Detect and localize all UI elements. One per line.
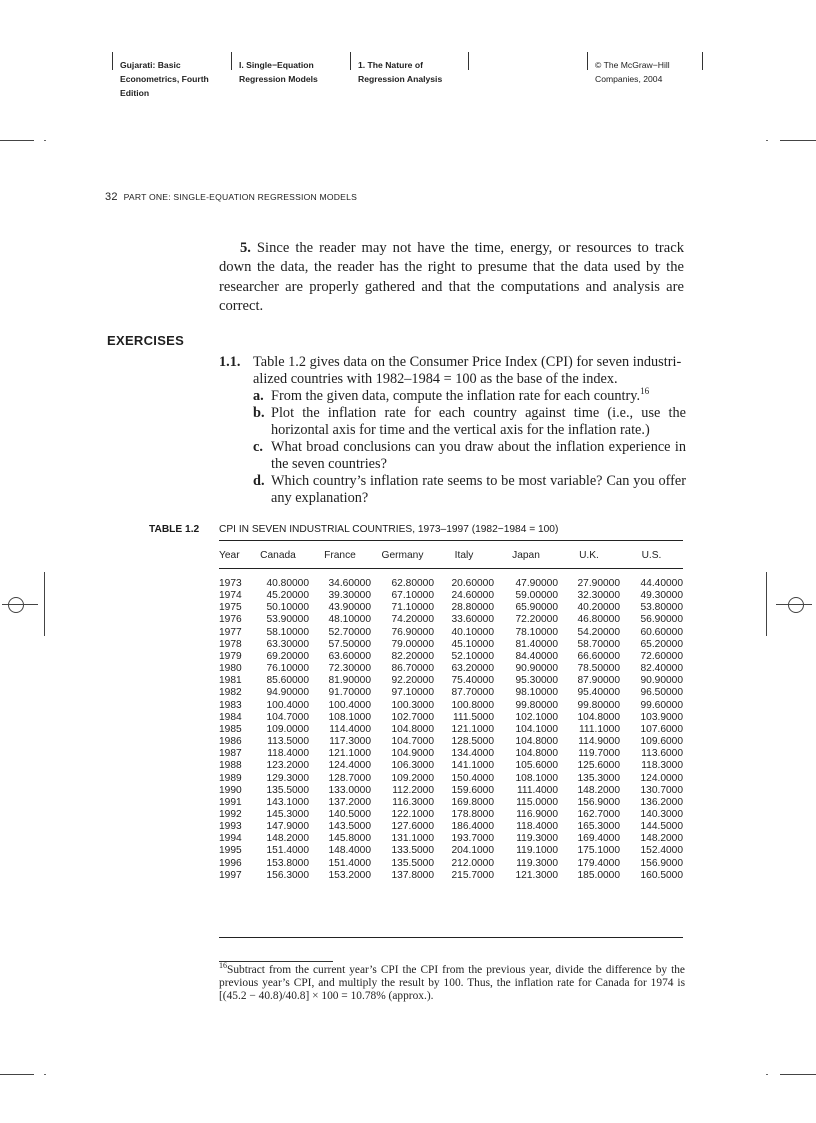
part-label: d.	[253, 473, 265, 489]
page-number: 32	[105, 191, 118, 203]
cpi-cell: 124.4000	[328, 760, 371, 772]
exercise-number: 1.1.	[219, 354, 241, 370]
item-number: 5.	[240, 240, 251, 256]
cpi-cell: 106.3000	[391, 760, 434, 772]
footnote-text: Subtract from the current year’s CPI the CPI from the previous year, divide the difference by the previous year’s CPI, and multiply the result by 100. Thus, the inflation rate for Canada for 1974 is [(45.2 − 40.8)/40.8] × 100 = 10.78% (approx.).	[219, 964, 685, 1002]
header-text: Gujarati: Basic	[120, 60, 181, 70]
header-part-title	[239, 58, 318, 86]
exercise-intro	[219, 354, 686, 371]
cpi-cell: 72.20000	[515, 614, 558, 626]
cpi-cell: 141.1000	[451, 760, 494, 772]
cpi-cell: 143.5000	[328, 821, 371, 833]
year-cell: 1985	[219, 723, 242, 735]
table-spacer	[219, 568, 683, 578]
exercise-text: alized countries with 1982–1984 = 100 as the base of the index.	[253, 371, 618, 387]
cpi-cell: 148.2000	[577, 784, 620, 796]
table-row	[219, 845, 683, 857]
cpi-cell: 114.9000	[578, 736, 620, 748]
table-row	[219, 578, 683, 590]
cpi-cell: 96.50000	[640, 687, 683, 699]
cpi-cell: 121.1000	[451, 723, 494, 735]
year-cell: 1978	[219, 638, 242, 650]
cpi-cell: 69.20000	[266, 650, 309, 662]
cpi-cell: 67.10000	[391, 590, 434, 602]
cpi-cell: 24.60000	[451, 590, 494, 602]
footnote	[219, 961, 685, 1003]
cpi-cell: 58.70000	[577, 638, 620, 650]
cpi-cell: 117.3000	[329, 736, 371, 748]
footnote-number: 16	[219, 961, 227, 971]
cpi-cell: 131.1000	[391, 833, 434, 845]
part-text: What broad conclusions can you draw about the inflation experience in the seven countries?	[271, 439, 686, 472]
cpi-cell: 27.90000	[577, 578, 620, 589]
year-cell: 1976	[219, 614, 242, 626]
cpi-cell: 81.90000	[328, 675, 371, 687]
cpi-cell: 99.60000	[640, 699, 683, 711]
cpi-cell: 75.40000	[451, 675, 494, 687]
cpi-cell: 123.2000	[266, 760, 309, 772]
table-row	[219, 712, 683, 724]
year-cell: 1986	[219, 736, 242, 748]
cpi-cell: 162.7000	[577, 808, 620, 820]
cpi-cell: 109.0000	[266, 723, 309, 735]
header-text: Regression Models	[239, 74, 318, 84]
cpi-cell: 129.3000	[266, 772, 309, 784]
cpi-cell: 58.10000	[266, 626, 309, 638]
cpi-cell: 65.90000	[515, 602, 558, 614]
cpi-cell: 74.20000	[391, 614, 434, 626]
exercise-part	[219, 388, 686, 405]
header-chapter-title	[358, 58, 442, 86]
year-cell: 1983	[219, 699, 242, 711]
crop-mark	[0, 1074, 34, 1075]
cpi-cell: 45.20000	[266, 590, 309, 602]
footnote-ref: 16	[640, 386, 650, 397]
cpi-cell: 122.1000	[391, 808, 434, 820]
cpi-cell: 212.0000	[451, 857, 494, 869]
cpi-cell: 20.60000	[451, 578, 494, 589]
cpi-cell: 143.1000	[266, 796, 309, 808]
cpi-cell: 92.20000	[391, 675, 434, 687]
crop-mark	[766, 140, 768, 141]
cpi-cell: 186.4000	[451, 821, 494, 833]
cpi-cell: 99.80000	[515, 699, 558, 711]
cpi-cell: 150.4000	[451, 772, 494, 784]
year-cell: 1989	[219, 772, 242, 784]
year-cell: 1991	[219, 796, 242, 808]
cpi-cell: 87.90000	[577, 675, 620, 687]
cpi-cell: 40.10000	[451, 626, 494, 638]
cpi-cell: 54.20000	[577, 626, 620, 638]
cpi-cell: 128.7000	[328, 772, 371, 784]
cpi-cell: 105.6000	[515, 760, 558, 772]
exercise-block	[219, 354, 686, 507]
table-row	[219, 614, 683, 626]
cpi-cell: 79.00000	[391, 638, 434, 650]
cpi-cell: 65.20000	[640, 638, 683, 650]
header-text: 1. The Nature of	[358, 60, 423, 70]
table-row	[219, 809, 683, 821]
cpi-cell: 44.40000	[640, 578, 683, 589]
column-header: Italy	[454, 549, 474, 561]
year-cell: 1982	[219, 687, 242, 699]
table-row	[219, 663, 683, 675]
column-header: France	[324, 549, 356, 561]
part-label: c.	[253, 439, 263, 455]
part-text: Plot the inflation rate for each country against time (i.e., use the horizontal axis for time and the vertical axis for the inflation rate.)	[271, 405, 686, 438]
cpi-cell: 144.5000	[640, 821, 683, 833]
cpi-cell: 109.2000	[391, 772, 434, 784]
cpi-cell: 119.7000	[578, 748, 620, 760]
part-text: From the given data, compute the inflation rate for each country.	[271, 388, 641, 404]
cpi-cell: 118.4000	[267, 748, 309, 760]
registration-mark	[766, 572, 767, 636]
cpi-cell: 137.8000	[391, 869, 434, 881]
cpi-cell: 127.6000	[391, 821, 434, 833]
cpi-cell: 165.3000	[577, 821, 620, 833]
cpi-cell: 153.8000	[266, 857, 309, 869]
cpi-cell: 193.7000	[451, 833, 494, 845]
cpi-table	[219, 542, 683, 882]
header-text: Regression Analysis	[358, 74, 443, 84]
year-cell: 1979	[219, 650, 242, 662]
crop-mark	[766, 1074, 768, 1075]
cpi-cell: 97.10000	[391, 687, 434, 699]
cpi-cell: 133.5000	[391, 845, 434, 857]
cpi-cell: 113.5000	[267, 736, 309, 748]
exercise-part	[219, 405, 686, 439]
cpi-cell: 62.80000	[391, 578, 434, 589]
cpi-cell: 111.5000	[453, 711, 494, 723]
cpi-cell: 147.9000	[266, 821, 309, 833]
column-header: U.K.	[579, 549, 599, 561]
section-heading: EXERCISES	[107, 333, 185, 348]
cpi-cell: 104.8000	[515, 748, 558, 760]
table-row	[219, 858, 683, 870]
cpi-cell: 145.3000	[266, 808, 309, 820]
table-row	[219, 870, 683, 882]
cpi-cell: 100.4000	[266, 699, 309, 711]
cpi-cell: 82.20000	[391, 650, 434, 662]
part-text: Which country’s inflation rate seems to be most variable? Can you offer any explanation?	[271, 473, 686, 506]
cpi-cell: 128.5000	[451, 736, 494, 748]
cpi-cell: 119.3000	[516, 857, 558, 869]
cpi-cell: 78.50000	[577, 663, 620, 675]
cpi-cell: 175.1000	[577, 845, 620, 857]
cpi-cell: 81.40000	[515, 638, 558, 650]
cpi-cell: 153.2000	[328, 869, 371, 881]
cpi-cell: 104.7000	[391, 736, 434, 748]
cpi-cell: 169.4000	[577, 833, 620, 845]
column-header: Germany	[381, 549, 424, 561]
year-cell: 1996	[219, 857, 242, 869]
registration-mark	[8, 597, 24, 613]
part-title: PART ONE: SINGLE-EQUATION REGRESSION MODELS	[123, 192, 357, 202]
cpi-cell: 100.8000	[451, 699, 494, 711]
cpi-cell: 33.60000	[451, 614, 494, 626]
table-row	[219, 748, 683, 760]
header-text: Companies, 2004	[595, 74, 663, 84]
header-text: Econometrics, Fourth	[120, 74, 209, 84]
table-row	[219, 736, 683, 748]
cpi-cell: 40.80000	[266, 578, 309, 589]
cpi-cell: 57.50000	[328, 638, 371, 650]
cpi-cell: 90.90000	[515, 663, 558, 675]
cpi-cell: 148.2000	[640, 833, 683, 845]
cpi-cell: 134.4000	[451, 748, 494, 760]
paragraph-text: Since the reader may not have the time, energy, or resources to track down the data, the reader has the right to presume that the data used by the researcher are properly gathered and that the computations and analysis are correct.	[219, 240, 684, 314]
cpi-cell: 135.3000	[577, 772, 620, 784]
cpi-cell: 71.10000	[391, 602, 434, 614]
header-book-title	[120, 58, 209, 100]
year-cell: 1980	[219, 663, 242, 675]
cpi-cell: 112.2000	[392, 784, 434, 796]
cpi-cell: 104.8000	[515, 736, 558, 748]
footnote-rule	[219, 961, 333, 962]
cpi-cell: 114.4000	[329, 723, 371, 735]
registration-mark	[788, 597, 804, 613]
year-cell: 1994	[219, 833, 242, 845]
table-row	[219, 700, 683, 712]
table-row	[219, 639, 683, 651]
year-cell: 1987	[219, 748, 242, 760]
cpi-cell: 39.30000	[328, 590, 371, 602]
cpi-cell: 43.90000	[328, 602, 371, 614]
cpi-cell: 78.10000	[515, 626, 558, 638]
year-cell: 1973	[219, 578, 242, 589]
year-cell: 1981	[219, 675, 242, 687]
cpi-cell: 102.7000	[391, 711, 434, 723]
cpi-cell: 50.10000	[266, 602, 309, 614]
cpi-cell: 66.60000	[577, 650, 620, 662]
cpi-cell: 60.60000	[640, 626, 683, 638]
year-cell: 1997	[219, 869, 242, 881]
cpi-cell: 109.6000	[640, 736, 683, 748]
cpi-cell: 119.1000	[516, 845, 558, 857]
cpi-cell: 108.1000	[328, 711, 371, 723]
cpi-cell: 76.90000	[391, 626, 434, 638]
table-caption: CPI IN SEVEN INDUSTRIAL COUNTRIES, 1973–1997 (1982−1984 = 100)	[219, 524, 559, 535]
cpi-cell: 28.80000	[451, 602, 494, 614]
crop-mark	[44, 1074, 46, 1075]
table-row	[219, 797, 683, 809]
crop-mark	[780, 140, 816, 141]
cpi-cell: 100.3000	[391, 699, 434, 711]
cpi-cell: 156.3000	[266, 869, 309, 881]
table-rule-bottom	[219, 937, 683, 938]
cpi-cell: 130.7000	[640, 784, 683, 796]
cpi-cell: 179.4000	[577, 857, 620, 869]
exercise-part	[219, 473, 686, 507]
cpi-cell: 59.00000	[515, 590, 558, 602]
table-row	[219, 785, 683, 797]
cpi-cell: 124.0000	[640, 772, 683, 784]
cpi-cell: 53.90000	[266, 614, 309, 626]
cpi-cell: 82.40000	[640, 663, 683, 675]
cpi-cell: 133.0000	[328, 784, 371, 796]
column-header: Year	[219, 549, 240, 561]
table-row	[219, 821, 683, 833]
cpi-cell: 118.3000	[641, 760, 683, 772]
year-cell: 1975	[219, 602, 242, 614]
cpi-cell: 108.1000	[515, 772, 558, 784]
cpi-cell: 136.2000	[640, 796, 683, 808]
cpi-cell: 90.90000	[640, 675, 683, 687]
cpi-cell: 160.5000	[640, 869, 683, 881]
column-header: Japan	[512, 549, 540, 561]
cpi-cell: 121.3000	[515, 869, 558, 881]
cpi-cell: 104.1000	[515, 723, 558, 735]
cpi-cell: 107.6000	[640, 723, 683, 735]
cpi-cell: 102.1000	[515, 711, 558, 723]
cpi-cell: 104.7000	[266, 711, 309, 723]
registration-mark	[44, 572, 45, 636]
exercise-intro	[219, 371, 686, 388]
cpi-cell: 63.60000	[328, 650, 371, 662]
header-text: © The McGraw−Hill	[595, 60, 670, 70]
cpi-cell: 118.4000	[516, 821, 558, 833]
cpi-cell: 156.9000	[577, 796, 620, 808]
cpi-cell: 95.30000	[515, 675, 558, 687]
cpi-cell: 103.9000	[640, 711, 683, 723]
cpi-cell: 152.4000	[640, 845, 683, 857]
header-text: Edition	[120, 88, 150, 98]
cpi-cell: 178.8000	[451, 808, 494, 820]
cpi-cell: 84.40000	[515, 650, 558, 662]
cpi-cell: 113.6000	[641, 748, 683, 760]
year-cell: 1974	[219, 590, 242, 602]
cpi-cell: 169.8000	[451, 796, 494, 808]
cpi-cell: 137.2000	[328, 796, 371, 808]
cpi-cell: 46.80000	[577, 614, 620, 626]
cpi-cell: 215.7000	[451, 869, 494, 881]
cpi-cell: 49.30000	[640, 590, 683, 602]
cpi-cell: 100.4000	[328, 699, 371, 711]
table-row	[219, 651, 683, 663]
cpi-cell: 135.5000	[266, 784, 309, 796]
cpi-cell: 116.9000	[516, 808, 558, 820]
cpi-cell: 72.60000	[640, 650, 683, 662]
cpi-cell: 32.30000	[577, 590, 620, 602]
column-header: U.S.	[641, 549, 662, 561]
table-header-row	[219, 542, 683, 568]
cpi-cell: 87.70000	[451, 687, 494, 699]
table-row	[219, 590, 683, 602]
cpi-cell: 111.4000	[517, 784, 558, 796]
table-row	[219, 675, 683, 687]
cpi-cell: 63.30000	[266, 638, 309, 650]
year-cell: 1993	[219, 821, 242, 833]
cpi-cell: 156.9000	[640, 857, 683, 869]
cpi-cell: 104.8000	[391, 723, 434, 735]
cpi-cell: 151.4000	[328, 857, 371, 869]
year-cell: 1977	[219, 626, 242, 638]
cpi-cell: 140.5000	[328, 808, 371, 820]
crop-mark	[780, 1074, 816, 1075]
cpi-cell: 94.90000	[266, 687, 309, 699]
year-cell: 1992	[219, 808, 242, 820]
cpi-cell: 98.10000	[515, 687, 558, 699]
table-label: TABLE 1.2	[149, 524, 200, 535]
table-row	[219, 627, 683, 639]
cpi-cell: 72.30000	[328, 663, 371, 675]
table-body	[219, 568, 683, 882]
table-rule-top	[219, 540, 683, 541]
cpi-cell: 135.5000	[391, 857, 434, 869]
year-cell: 1990	[219, 784, 242, 796]
cpi-cell: 125.6000	[577, 760, 620, 772]
cpi-cell: 85.60000	[266, 675, 309, 687]
crop-mark	[0, 140, 34, 141]
part-label: b.	[253, 405, 265, 421]
year-cell: 1995	[219, 845, 242, 857]
table-row	[219, 773, 683, 785]
cpi-cell: 204.1000	[451, 845, 494, 857]
cpi-cell: 148.4000	[328, 845, 371, 857]
cpi-cell: 34.60000	[328, 578, 371, 589]
cpi-cell: 104.9000	[391, 748, 434, 760]
table-row	[219, 602, 683, 614]
cpi-cell: 111.1000	[579, 723, 620, 735]
cpi-cell: 45.10000	[451, 638, 494, 650]
cpi-cell: 99.80000	[577, 699, 620, 711]
table-row	[219, 833, 683, 845]
cpi-cell: 116.3000	[392, 796, 434, 808]
cpi-cell: 76.10000	[266, 663, 309, 675]
part-label: a.	[253, 388, 264, 404]
exercise-part	[219, 439, 686, 473]
column-header: Canada	[260, 549, 296, 561]
cpi-cell: 145.8000	[328, 833, 371, 845]
cpi-cell: 48.10000	[328, 614, 371, 626]
cpi-cell: 52.10000	[451, 650, 494, 662]
cpi-cell: 56.90000	[640, 614, 683, 626]
year-cell: 1984	[219, 711, 242, 723]
table-row	[219, 724, 683, 736]
table-row	[219, 760, 683, 772]
cpi-cell: 86.70000	[391, 663, 434, 675]
year-cell: 1988	[219, 760, 242, 772]
cpi-cell: 53.80000	[640, 602, 683, 614]
body-paragraph	[219, 239, 684, 316]
cpi-cell: 119.3000	[516, 833, 558, 845]
exercise-text: Table 1.2 gives data on the Consumer Price Index (CPI) for seven industri-	[253, 354, 682, 370]
cpi-cell: 91.70000	[328, 687, 371, 699]
cpi-cell: 140.3000	[640, 808, 683, 820]
page-running-head	[105, 191, 357, 203]
cpi-cell: 40.20000	[577, 602, 620, 614]
cpi-cell: 115.0000	[516, 796, 558, 808]
cpi-cell: 151.4000	[266, 845, 309, 857]
cpi-cell: 121.1000	[328, 748, 371, 760]
cpi-cell: 185.0000	[577, 869, 620, 881]
cpi-cell: 148.2000	[266, 833, 309, 845]
cpi-cell: 159.6000	[451, 784, 494, 796]
cpi-cell: 95.40000	[577, 687, 620, 699]
cpi-cell: 104.8000	[577, 711, 620, 723]
cpi-cell: 63.20000	[451, 663, 494, 675]
crop-mark	[44, 140, 46, 141]
header-copyright	[595, 58, 670, 86]
table-row	[219, 687, 683, 699]
cpi-cell: 47.90000	[515, 578, 558, 589]
cpi-cell: 52.70000	[328, 626, 371, 638]
header-text: I. Single−Equation	[239, 60, 314, 70]
